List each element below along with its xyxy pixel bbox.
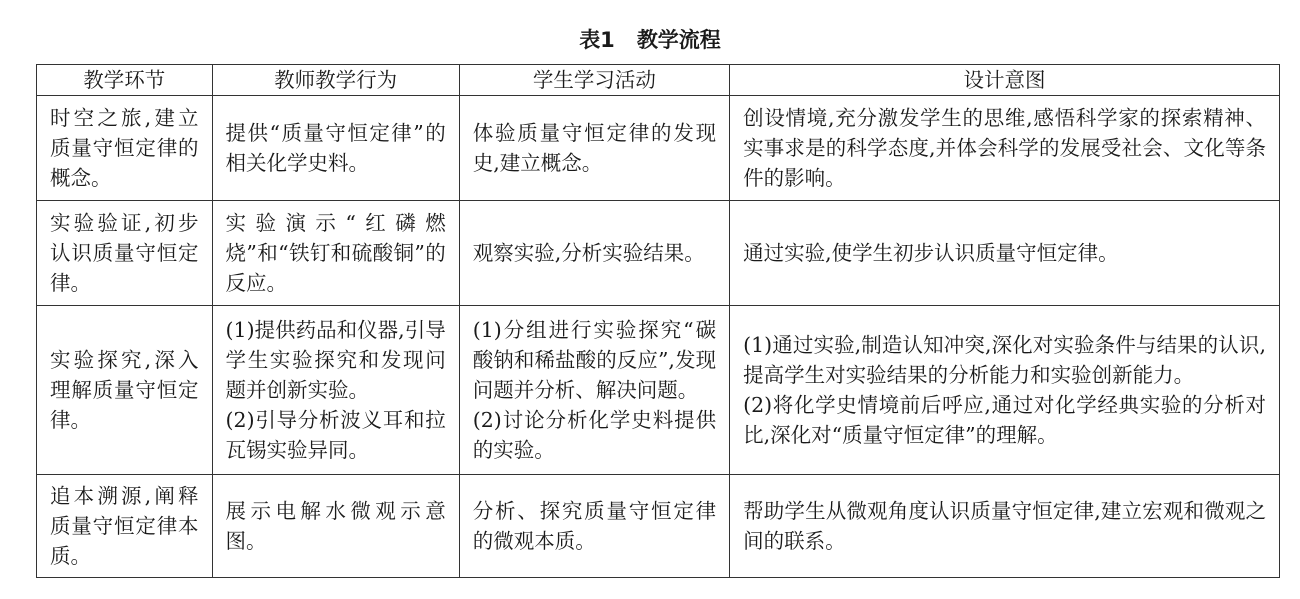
intent-cell: 帮助学生从微观角度认识质量守恒定律,建立宏观和微观之间的联系。 xyxy=(730,475,1280,578)
intent-item-1: (1)通过实验,制造认知冲突,深化对实验条件与结果的认识,提高学生对实验结果的分析能力和实验创新能力。 xyxy=(743,333,1266,387)
table-row xyxy=(37,306,1280,475)
intent-item-2: (2)将化学史情境前后呼应,通过对化学经典实验的分析对比,深化对“质量守恒定律”的理解。 xyxy=(743,393,1266,447)
intent-cell: 创设情境,充分激发学生的思维,感悟科学家的探索精神、实事求是的科学态度,并体会科学的发展受社会、文化等条件的影响。 xyxy=(730,96,1280,201)
teacher-cell: 提供“质量守恒定律”的相关化学史料。 xyxy=(212,96,459,201)
stage-cell: 实验验证,初步认识质量守恒定律。 xyxy=(37,201,213,306)
teaching-flow-table xyxy=(36,64,1280,578)
student-item-1: (1)分组进行实验探究“碳酸钠和稀盐酸的反应”,发现问题并分析、解决问题。 xyxy=(472,318,717,402)
intent-cell xyxy=(730,306,1280,475)
teacher-cell xyxy=(212,306,459,475)
teacher-cell: 展示电解水微观示意图。 xyxy=(212,475,459,578)
table-title: 教学流程 xyxy=(636,28,721,52)
student-cell: 观察实验,分析实验结果。 xyxy=(459,201,729,306)
student-cell xyxy=(459,306,729,475)
student-item-2: (2)讨论分析化学史料提供的实验。 xyxy=(472,408,717,462)
intent-cell: 通过实验,使学生初步认识质量守恒定律。 xyxy=(730,201,1280,306)
teacher-cell: 实验演示“红磷燃烧”和“铁钉和硫酸铜”的反应。 xyxy=(212,201,459,306)
teacher-item-1: (1)提供药品和仪器,引导学生实验探究和发现问题并创新实验。 xyxy=(225,318,446,402)
table-number: 表1 xyxy=(579,28,615,52)
student-cell: 体验质量守恒定律的发现史,建立概念。 xyxy=(459,96,729,201)
stage-cell: 追本溯源,阐释质量守恒定律本质。 xyxy=(37,475,213,578)
stage-cell: 时空之旅,建立质量守恒定律的概念。 xyxy=(37,96,213,201)
teacher-item-2: (2)引导分析波义耳和拉瓦锡实验异同。 xyxy=(225,408,446,462)
table-row xyxy=(37,475,1280,578)
table-caption xyxy=(0,24,1300,54)
table-row xyxy=(37,201,1280,306)
header-stage: 教学环节 xyxy=(37,65,213,96)
stage-cell: 实验探究,深入理解质量守恒定律。 xyxy=(37,306,213,475)
header-intent: 设计意图 xyxy=(730,65,1280,96)
student-cell: 分析、探究质量守恒定律的微观本质。 xyxy=(459,475,729,578)
header-row xyxy=(37,65,1280,96)
header-teacher: 教师教学行为 xyxy=(212,65,459,96)
header-student: 学生学习活动 xyxy=(459,65,729,96)
table-row xyxy=(37,96,1280,201)
